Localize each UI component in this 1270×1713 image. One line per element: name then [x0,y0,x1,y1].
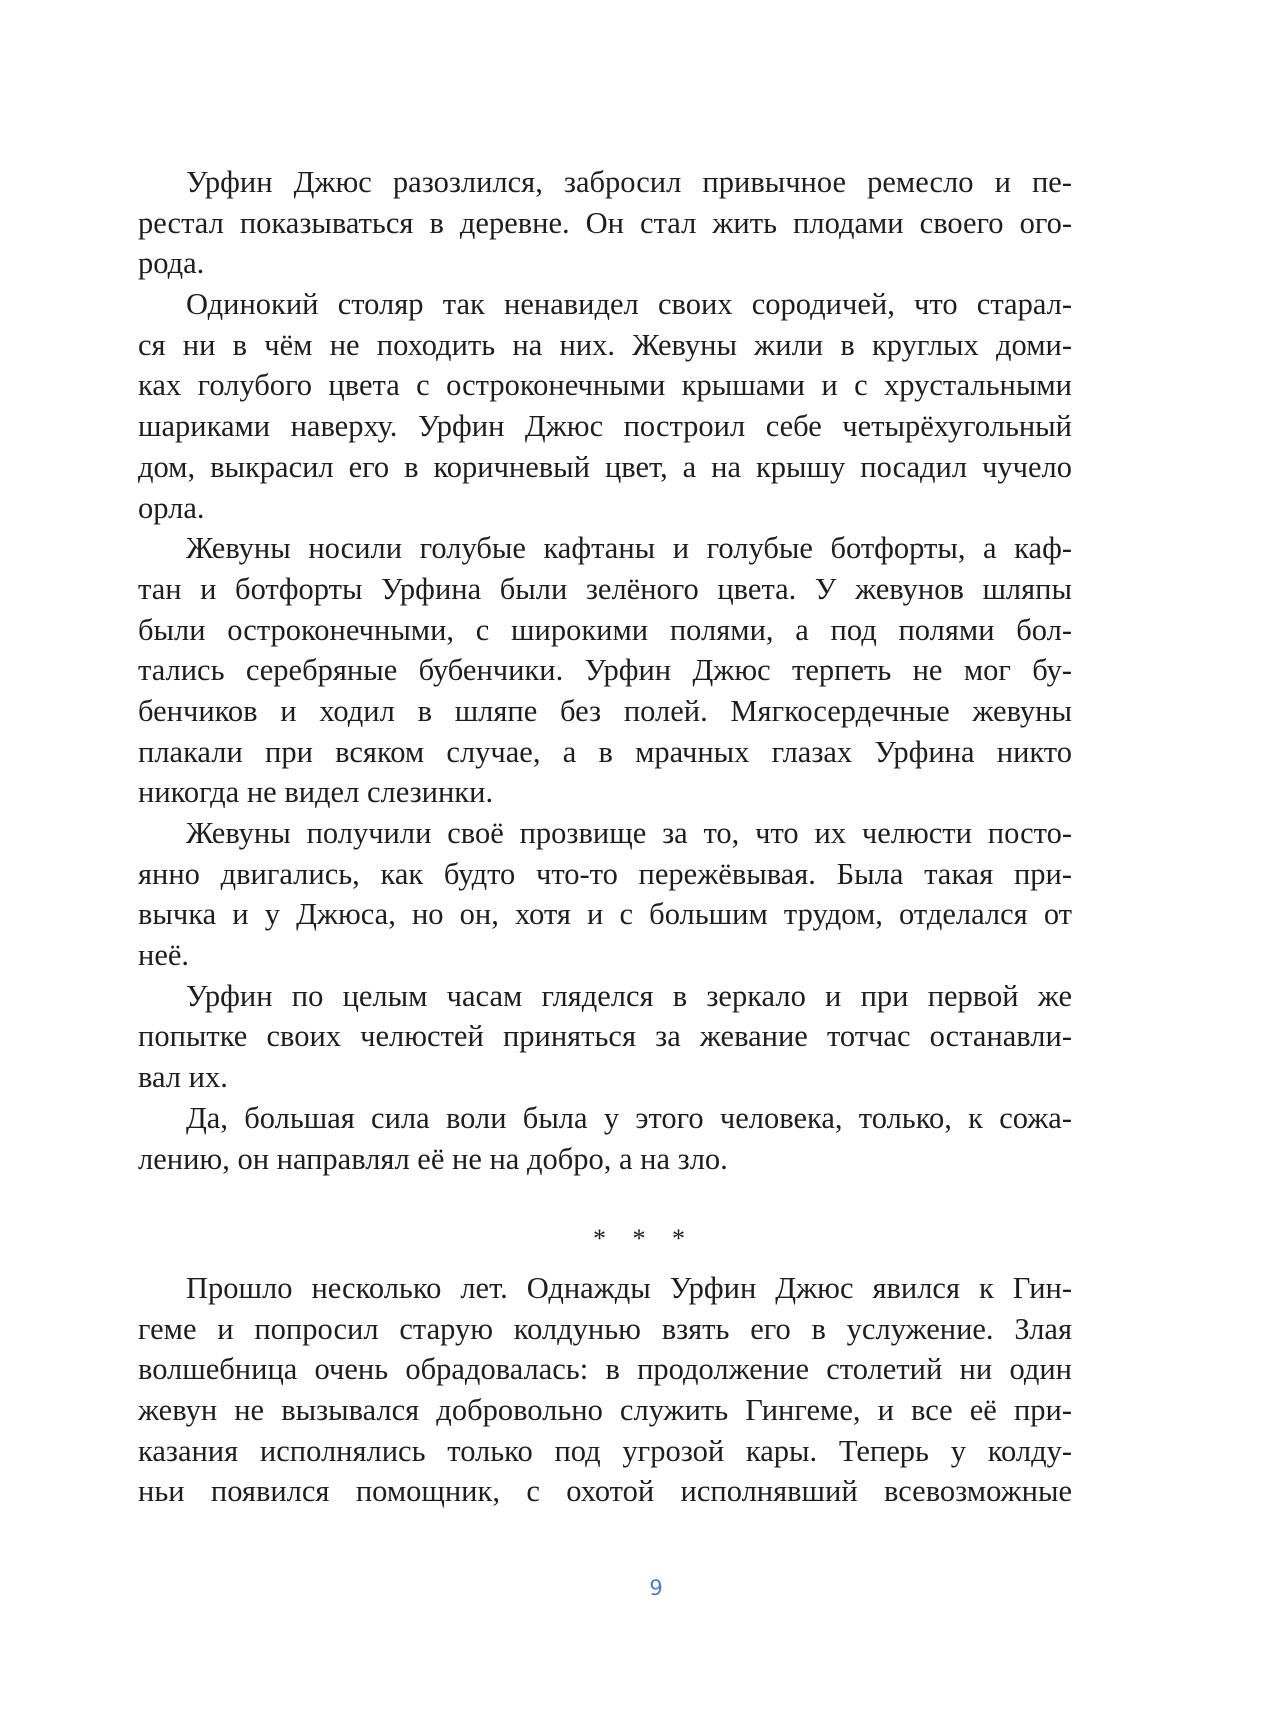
text-line: плакали при всяком случае, а в мрачных глазах Урфина никто [138,734,1072,769]
text-line: ках голубого цвета с остроконечными крышами и с хрустальными [138,368,1072,403]
text-line: шариками наверху. Урфин Джюс построил себе четырёхугольный [138,409,1072,444]
text-line: орла. [138,490,205,525]
text-line: янно двигались, как будто что-то пережёвывая. Была такая при- [138,856,1072,891]
text-line: рода. [138,246,205,281]
text-line: были остроконечными, с широкими полями, а под полями бол- [138,612,1072,647]
text-line: Урфин по целым часам гляделся в зеркало и при первой же [186,978,1072,1013]
text-line: лению, он направлял её не на добро, а на зло. [138,1141,728,1176]
text-line: вычка и у Джюса, но он, хотя и с большим трудом, отделался от [138,897,1072,932]
text-line: жевун не вызывался добровольно служить Гингеме, и все её при- [138,1393,1072,1428]
text-line: ньи появился помощник, с охотой исполнявший всевозможные [138,1474,1072,1509]
text-block-top [138,162,1072,1179]
text-line: Урфин Джюс разозлился, забросил привычное ремесло и пе- [186,165,1072,199]
text-line: дом, выкрасил его в коричневый цвет, а на крышу посадил чучело [138,449,1072,484]
text-line: бенчиков и ходил в шляпе без полей. Мягкосердечные жевуны [138,693,1072,728]
text-line: волшебница очень обрадовалась: в продолжение столетий ни один [138,1352,1072,1387]
text-line: Одинокий столяр так ненавидел своих сородичей, что старал- [186,287,1072,322]
text-line: рестал показываться в деревне. Он стал жить плодами своего ого- [138,205,1072,240]
page-number: 9 [649,1576,663,1600]
text-line: никогда не видел слезинки. [138,775,494,810]
section-separator: * * * [593,1224,695,1253]
text-line: Жевуны носили голубые кафтаны и голубые ботфорты, а каф- [186,531,1072,566]
text-line: геме и попросил старую колдунью взять его в услужение. Злая [138,1311,1072,1346]
text-line: вал их. [138,1060,228,1095]
text-line: тан и ботфорты Урфина были зелёного цвета. У жевунов шляпы [138,571,1072,606]
text-line: Жевуны получили своё прозвище за то, что их челюсти посто- [186,816,1072,850]
text-line: попытке своих челюстей приняться за жевание тотчас останавли- [138,1019,1072,1054]
text-line: Прошло несколько лет. Однажды Урфин Джюс явился к Гин- [186,1271,1072,1305]
text-line: ся ни в чём не походить на них. Жевуны жили в круглых доми- [138,327,1072,362]
text-line: казания исполнялись только под угрозой кары. Теперь у колду- [138,1433,1072,1468]
text-line: тались серебряные бубенчики. Урфин Джюс терпеть не мог бу- [138,653,1072,688]
text-line: неё. [138,938,190,973]
text-line: Да, большая сила воли была у этого человека, только, к сожа- [186,1100,1072,1135]
text-block-bottom [138,1268,1072,1512]
